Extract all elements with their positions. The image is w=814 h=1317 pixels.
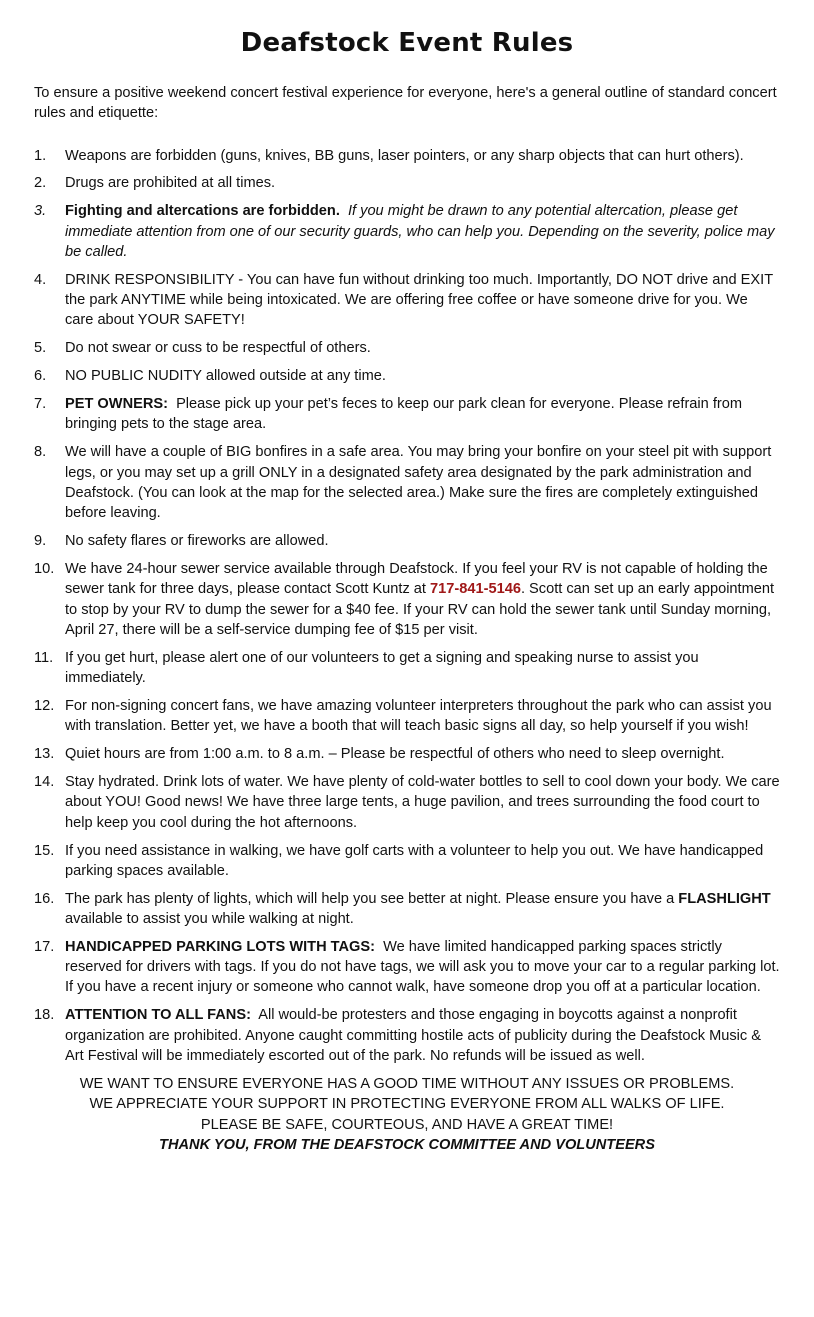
rule-text: No safety flares or fireworks are allowed. [65, 533, 329, 550]
rule-number: 3. [34, 203, 47, 220]
rule-item [34, 772, 780, 833]
signoff-line: THANK YOU, FROM THE DEAFSTOCK COMMITTEE AND VOLUNTEERS [159, 1137, 655, 1154]
rule-item [34, 559, 780, 640]
rule-item [34, 146, 780, 166]
rule-text: NO PUBLIC NUDITY allowed outside at any time. [65, 368, 386, 385]
rule-item [34, 744, 780, 764]
rule-item [34, 394, 780, 435]
rule-item [34, 648, 780, 689]
rule-text: We have limited handicapped parking spaces strictly reserved for drivers with tags. If you do not have tags, we will ask you to move your car to a regular parking lot. If you have a recent injury or someone who cannot walk, have someone drop you off at a particular location. [65, 938, 780, 996]
rule-item [34, 173, 780, 193]
closing-line: WE APPRECIATE YOUR SUPPORT IN PROTECTING EVERYONE FROM ALL WALKS OF LIFE. [89, 1096, 725, 1113]
rule-number: 15. [34, 842, 55, 859]
rule-text: We have 24-hour sewer service available through Deafstock. If you feel your RV is not capable of holding the sewer tank for three days, please contact Scott Kuntz at [65, 560, 768, 598]
phone-number[interactable]: 717-841-5146 [430, 581, 521, 598]
rule-text: Do not swear or cuss to be respectful of others. [65, 340, 371, 357]
rule-number: 17. [34, 938, 55, 955]
rule-text: If you need assistance in walking, we have golf carts with a volunteer to help you out. We have handicapped parking spaces available. [65, 842, 764, 879]
rule-heading: ATTENTION TO ALL FANS: [65, 1007, 251, 1024]
page-title: Deafstock Event Rules [240, 28, 574, 58]
rule-number: 7. [34, 396, 47, 413]
rule-text: . Scott can set up an early appointment to stop by your RV to dump the sewer for a $40 fee. If your RV can hold the sewer tank until Sunday morning, April 27, there will be a self-service dumping fee of $15 per visit. [65, 581, 775, 638]
rule-number: 9. [34, 533, 47, 550]
rule-item [34, 201, 780, 262]
rule-number: 1. [34, 147, 47, 164]
rule-heading: HANDICAPPED PARKING LOTS WITH TAGS: [65, 938, 375, 955]
rule-text: All would-be protesters and those engaging in boycotts against a nonprofit organization are prohibited. Anyone caught committing hostile acts of publicity during the Deafstock Music & Art Festival will be immediately escorted out of the park. No refunds will be issued as well. [65, 1007, 762, 1064]
rule-number: 8. [34, 444, 47, 461]
rule-text: Drugs are prohibited at all times. [65, 175, 276, 192]
rule-item [34, 1005, 780, 1066]
rule-text: If you might be drawn to any potential altercation, please get immediate attention from one of our security guards, who can help you. Depending on the severity, police may be called. [65, 203, 775, 260]
rule-number: 10. [34, 560, 55, 577]
rule-item [34, 270, 780, 331]
rule-item [34, 442, 780, 523]
rule-item [34, 841, 780, 882]
rule-item [34, 338, 780, 358]
rule-emphasis: FLASHLIGHT [678, 890, 771, 907]
rule-item [34, 531, 780, 551]
closing-line: PLEASE BE SAFE, COURTEOUS, AND HAVE A GREAT TIME! [200, 1116, 614, 1133]
rule-text: Stay hydrated. Drink lots of water. We have plenty of cold-water bottles to sell to cool down your body. We care about YOU! Good news! We have three large tents, a huge pavilion, and trees surrounding the food court to help keep you cool during the hot afternoons. [65, 774, 780, 831]
rule-number: 12. [34, 697, 55, 714]
rule-number: 18. [34, 1007, 55, 1024]
rule-number: 13. [34, 746, 55, 763]
rule-number: 11. [34, 649, 54, 666]
rule-heading: PET OWNERS: [65, 396, 168, 413]
rule-number: 2. [34, 175, 47, 192]
rule-text: If you get hurt, please alert one of our volunteers to get a signing and speaking nurse to assist you immediately. [65, 649, 699, 687]
closing-line: WE WANT TO ENSURE EVERYONE HAS A GOOD TIME WITHOUT ANY ISSUES OR PROBLEMS. [79, 1075, 735, 1092]
rule-number: 5. [34, 340, 47, 357]
rule-heading: Fighting and altercations are forbidden. [65, 203, 340, 220]
rule-number: 6. [34, 368, 47, 385]
rule-text: We will have a couple of BIG bonfires in a safe area. You may bring your bonfire on your steel pit with support legs, or you may set up a grill ONLY in a designated safety area designated by the park administration and Deafstock. (You can look at the map for the selected area.) Make sure the fires are completely extinguished before leaving. [65, 444, 772, 522]
rule-text: available to assist you while walking at night. [65, 911, 354, 927]
rule-text: Weapons are forbidden (guns, knives, BB guns, laser pointers, or any sharp objects that can hurt others). [65, 147, 744, 164]
rule-item [34, 889, 780, 930]
rule-text: The park has plenty of lights, which will help you see better at night. Please ensure you have a [65, 890, 679, 907]
rule-item [34, 696, 780, 737]
closing-section [34, 1074, 780, 1156]
rule-text: For non-signing concert fans, we have amazing volunteer interpreters throughout the park who can assist you with translation. Better yet, we have a booth that will teach basic signs all day, so help yourself if you wish! [65, 697, 772, 735]
rule-text: Quiet hours are from 1:00 a.m. to 8 a.m. – Please be respectful of others who need to sleep overnight. [65, 746, 725, 763]
rule-text: Please pick up your pet’s feces to keep our park clean for everyone. Please refrain from bringing pets to the stage area. [65, 396, 743, 433]
intro-paragraph: To ensure a positive weekend concert festival experience for everyone, here's a general outline of standard concert rules and etiquette: [34, 85, 777, 122]
rules-list [34, 146, 780, 1067]
rule-number: 14. [34, 774, 55, 791]
rule-number: 16. [34, 890, 55, 907]
rule-text: DRINK RESPONSIBILITY - You can have fun without drinking too much. Importantly, DO NOT drive and EXIT the park ANYTIME while being intoxicated. We are offering free coffee or have someone drive for you. We care about YOUR SAFETY! [65, 271, 773, 329]
rule-number: 4. [34, 271, 47, 288]
rule-item [34, 366, 780, 386]
rule-item [34, 937, 780, 998]
